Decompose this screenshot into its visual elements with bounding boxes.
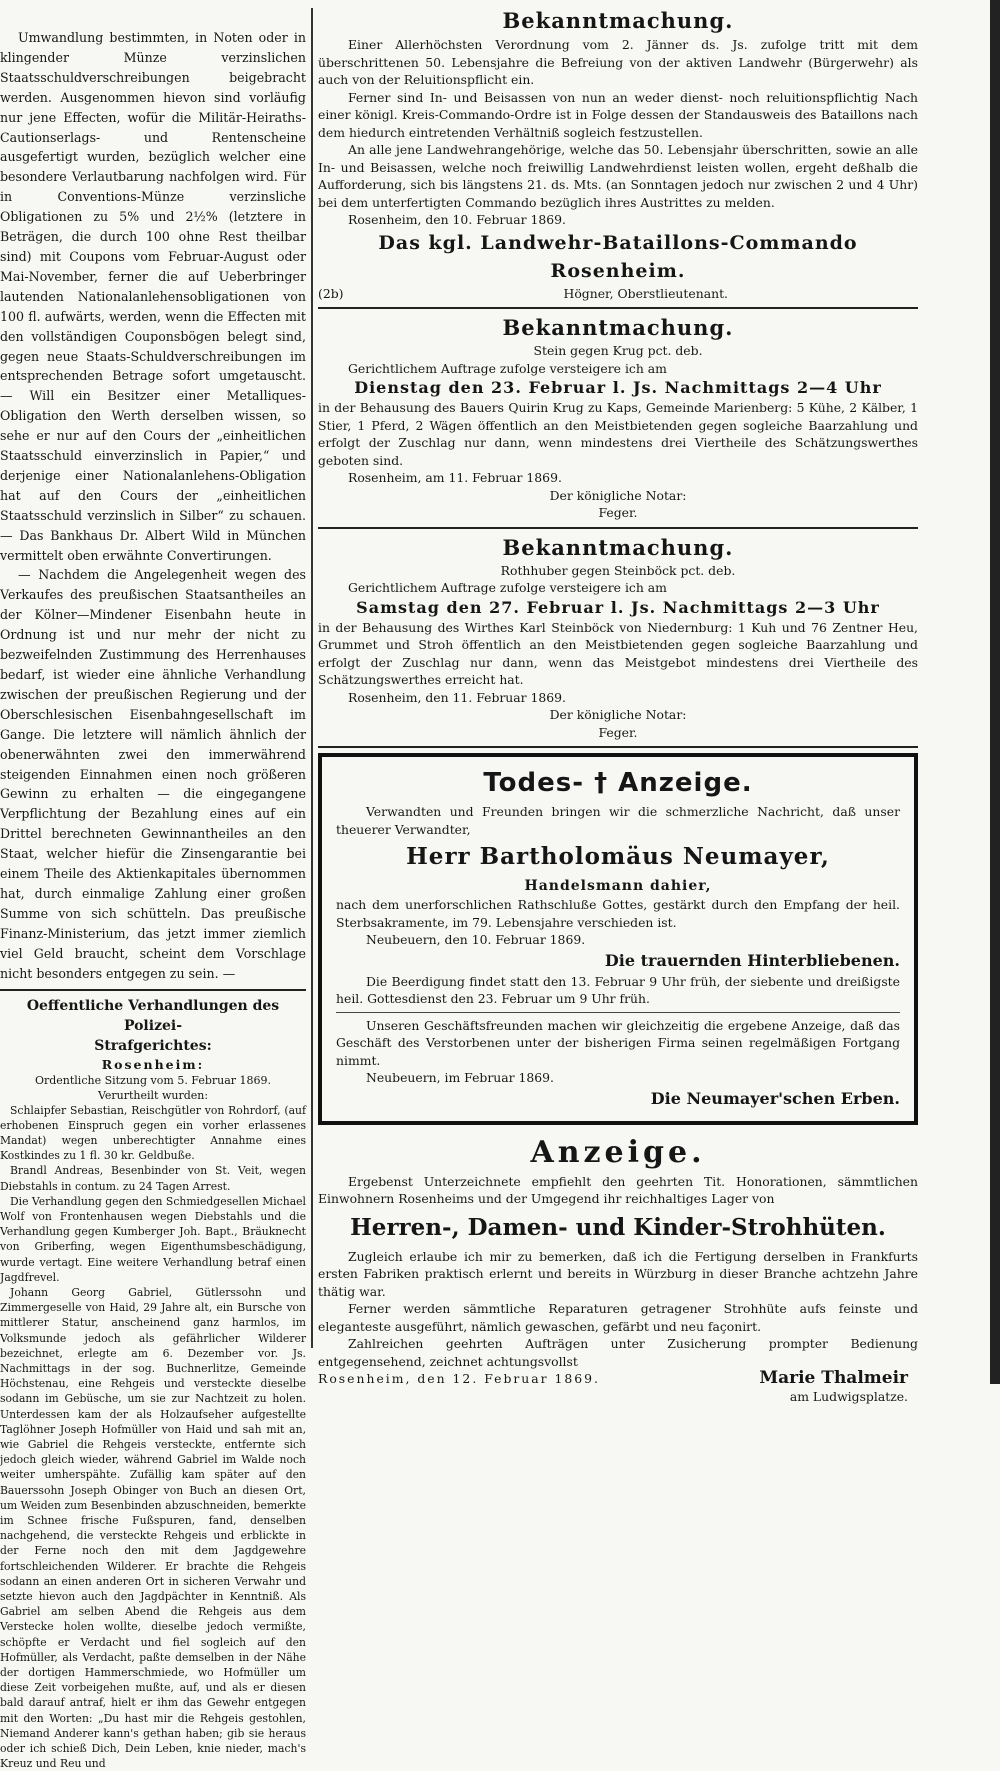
- notice-case: Stein gegen Krug pct. deb.: [318, 342, 918, 360]
- notary-name: Feger.: [318, 504, 918, 522]
- court-entry: Johann Georg Gabriel, Gütlerssohn und Zimmergeselle von Haid, 29 Jahre alt, ein Bursche von mittlerer Statur, anscheinend ganz harmlos, im Volksmunde jedoch als gefährlicher Wilderer bezeichnet, erlegte am 6. Dezember vor. Js. Nachmittags in der sog. Buchnerlitze, Gemeinde Höchstenau, eine Rehgeis und versteckte dieselbe sodann im Gebüsche, um sie zur Nachtzeit zu holen. Unterdessen kam der als Holzaufseher aufgestellte Taglöhner Joseph Hofmüller von Haid und sah mit an, wie Gabriel die Rehgeis versteckte, entfernte sich jedoch gleich wieder, während Gabriel im Walde noch weiter umherspähte. Zufällig kam später auf den Bauerssohn Joseph Obinger von Buch an diesen Ort, um Weiden zum Besenbinden abzuschneiden, bemerkte im Schnee frische Fußspuren, fand, denselben nachgehend, die versteckte Rehgeis und erblickte in der Ferne noch den mit dem Jagdgewehre fortschleichenden Wilderer. Er brachte die Rehgeis sodann an einen anderen Ort in sicheren Verwahr und setzte hievon auch den Jagdpächter in Kenntniß. Als Gabriel am selben Abend die Rehgeis aus dem Verstecke holen wollte, dieselbe jedoch vermißte, schöpfte er Verdacht und fiel sogleich auf den Hofmüller, als Verdacht, paßte demselben in der Nähe der dortigen Hammerschmiede, wo Hofmüller um diese Zeit vorbeigehen mußte, auf, und als er diesen bald darauf antraf, hielt er ihm das Gewehr entgegen mit den Worten: „Du hast mir die Rehgeis gestohlen, Niemand Anderer kann's gethan haben; gib sie heraus oder ich schieß Dich, Dein Leben, knie nieder, mach's Kreuz und Reu und: [0, 1285, 306, 1771]
- right-column: [318, 6, 918, 1405]
- ad-text: Zugleich erlaube ich mir zu bemerken, daß ich die Fertigung derselben in Frankfurts ersten Fabriken praktisch erlernt und bereits in Würzburg in dieser Branche achtzehn Jahre thätig war.: [318, 1248, 918, 1301]
- landwehr-notice: [318, 6, 918, 302]
- ad-text: Zahlreichen geehrten Aufträgen unter Zusicherung prompter Bedienung entgegensehend, zeichnet achtungsvollst: [318, 1335, 918, 1370]
- page-edge: [990, 0, 1000, 1384]
- notice-text: in der Behausung des Bauers Quirin Krug zu Kaps, Gemeinde Marienberg: 5 Kühe, 2 Kälber, 1 Stier, 1 Pferd, 2 Wägen öffentlich an den Meistbietenden gegen sogleiche Baarzahlung und erfolgt der Zuschlag nur dann, wenn mindestens drei Viertheile des Schätzungswerthes geboten sind.: [318, 399, 918, 469]
- notice-intro: Gerichtlichem Auftrage zufolge versteigere ich am: [318, 360, 918, 378]
- divider: [0, 989, 306, 991]
- notary-label: Der königliche Notar:: [318, 706, 918, 724]
- court-section: [0, 996, 306, 1771]
- notice-date: Rosenheim, den 10. Februar 1869.: [318, 211, 918, 229]
- column-rule: [311, 8, 313, 1348]
- funeral-info: Die Beerdigung findet statt den 13. Februar 9 Uhr früh, der siebente und dreißigste heil. Gottesdienst den 23. Februar um 9 Uhr früh.: [336, 973, 900, 1008]
- court-entries: [0, 1103, 306, 1771]
- divider: [318, 307, 918, 309]
- ad-title: Anzeige.: [318, 1133, 918, 1173]
- ad-text: Ferner werden sämmtliche Reparaturen getragener Strohhüte aufs feinste und eleganteste ausgeführt, nämlich gewaschen, gefärbt und neu façonirt.: [318, 1300, 918, 1335]
- notary-label: Der königliche Notar:: [318, 487, 918, 505]
- divider: [318, 527, 918, 529]
- notice-number: (2b): [318, 285, 343, 303]
- left-column: [0, 28, 306, 1771]
- death-notice: [318, 753, 918, 1125]
- divider: [318, 746, 918, 748]
- notice-date: Rosenheim, den 11. Februar 1869.: [318, 689, 918, 707]
- notary-name: Feger.: [318, 724, 918, 742]
- death-notice-text: nach dem unerforschlichen Rathschluße Gottes, gestärkt durch den Empfang der heil. Sterbsakramente, im 79. Lebensjahre verschieden ist.: [336, 896, 900, 931]
- death-notice-date2: Neubeuern, im Februar 1869.: [336, 1069, 900, 1087]
- court-entry: Brandl Andreas, Besenbinder von St. Veit, wegen Diebstahls in contum. zu 24 Tagen Arrest.: [0, 1163, 306, 1193]
- notice-title: Bekanntmachung.: [318, 6, 918, 36]
- auction-date: Samstag den 27. Februar l. Js. Nachmittags 2—3 Uhr: [318, 597, 918, 619]
- ad-signature: Marie Thalmeir: [759, 1370, 908, 1388]
- court-title-line2: Strafgerichtes:: [0, 1036, 306, 1056]
- notice-title: Bekanntmachung.: [318, 534, 918, 562]
- notice-text: Ferner sind In- und Beisassen von nun an weder dienst- noch reluitionspflichtig Nach einer königl. Kreis-Commando-Ordre ist in Folge dessen der Standausweis des Bataillons nach dem hiedurch eintretenden Verhältniß sogleich festzustellen.: [318, 89, 918, 142]
- auction-notice-1: [318, 314, 918, 522]
- strawhat-ad: [318, 1133, 918, 1406]
- notice-intro: Gerichtlichem Auftrage zufolge versteigere ich am: [318, 579, 918, 597]
- ad-intro: Ergebenst Unterzeichnete empfiehlt den geehrten Tit. Honorationen, sämmtlichen Einwohnern Rosenheims und der Umgegend ihr reichhaltiges Lager von: [318, 1173, 918, 1208]
- deceased-name: Herr Bartholomäus Neumayer,: [336, 838, 900, 876]
- deceased-occupation: Handelsmann dahier,: [336, 876, 900, 896]
- auction-date: Dienstag den 23. Februar l. Js. Nachmittags 2—4 Uhr: [318, 377, 918, 399]
- notice-case: Rothhuber gegen Steinböck pct. deb.: [318, 562, 918, 580]
- court-place: Rosenheim:: [0, 1056, 306, 1073]
- court-entry: Die Verhandlung gegen den Schmiedgesellen Michael Wolf von Frontenhausen wegen Diebstahls und die Verhandlung gegen Kumberger Joh. Bapt., Bräuknecht von Griberfing, wegen Eigenthumsbeschädigung, wurde vertagt. Eine weitere Verhandlung betraf einen Jagdfrevel.: [0, 1194, 306, 1285]
- notice-text: An alle jene Landwehrangehörige, welche das 50. Lebensjahr überschritten, sowie an alle In- und Beisassen, welche noch freiwillig Landwehrdienst leisten wollen, ergeht deßhalb die Aufforderung, sich bis längstens 21. ds. Mts. (an Sonntagen jedoch nur zwischen 2 und 4 Uhr) bei dem unterfertigten Commando bezüglich ihres Austrittes zu melden.: [318, 141, 918, 211]
- notice-text: Einer Allerhöchsten Verordnung vom 2. Jänner ds. Js. zufolge tritt mit dem überschrittenen 50. Lebensjahre die Befreiung von der aktiven Landwehr (Bürgerwehr) als auch von der Reluitionspflicht ein.: [318, 36, 918, 89]
- notice-text: in der Behausung des Wirthes Karl Steinböck von Niedernburg: 1 Kuh und 76 Zentner Heu, Grummet und Stroh öffentlich an den Meistbietenden gegen sogleiche Baarzahlung und erfolgt der Zuschlag nur dann, wenn das Meistgebot mindestens drei Viertheile des Schätzungswerthes erreicht hat.: [318, 619, 918, 689]
- heirs-signature: Die Neumayer'schen Erben.: [336, 1087, 900, 1111]
- ad-date: Rosenheim, den 12. Februar 1869.: [318, 1370, 600, 1388]
- ad-product: Herren-, Damen- und Kinder-Strohhüten.: [318, 1208, 918, 1248]
- article-paragraph: Umwandlung bestimmten, in Noten oder in klingender Münze verzinslichen Staatsschuldverschreibungen beigebracht werden. Ausgenommen hievon sind vorläufig nur jene Effecten, wofür die Militär-Heiraths-Cautionserlags- und Rentenscheine ausgefertigt wurden, bezüglich welcher eine besondere Verlautbarung nachfolgen wird. Für in Conventions-Münze verzinsliche Obligationen zu 5% und 2½% (letztere in Beträgen, die durch 100 ohne Rest theilbar sind) mit Coupons vom Februar-August oder Mai-November, ferner die auf Ueberbringer lautenden Nationalanlehensobligationen von 100 fl. aufwärts, werden, wenn die Effecten mit den vollständigen Couponsbögen belegt sind, gegen neue Staats-Schuldverschreibungen im entsprechenden Betrage sofort umgetauscht. — Will ein Besitzer einer Metalliques-Obligation den Werth derselben wissen, so sehe er nur auf den Cours der „einheitlichen Staatsschuld einverzinslich in Papier,“ und derjenige einer Nationalanlehens-Obligation hat auf den Cours der „einheitlichen Staatsschuld verzinslich in Silber“ zu schauen. — Das Bankhaus Dr. Albert Wild in München vermittelt oben erwähnte Convertirungen.: [0, 28, 306, 565]
- business-info: Unseren Geschäftsfreunden machen wir gleichzeitig die ergebene Anzeige, daß das Geschäft des Verstorbenen unter der bisherigen Firma seinen regelmäßigen Fortgang nimmt.: [336, 1017, 900, 1070]
- mourners-signature: Die trauernden Hinterbliebenen.: [336, 949, 900, 973]
- notice-officer: Högner, Oberstlieutenant.: [564, 285, 728, 303]
- ad-address: am Ludwigsplatze.: [318, 1388, 908, 1406]
- notice-date: Rosenheim, am 11. Februar 1869.: [318, 469, 918, 487]
- court-verdict-label: Verurtheilt wurden:: [0, 1088, 306, 1103]
- court-title: Oeffentliche Verhandlungen des Polizei-: [0, 996, 306, 1036]
- death-notice-date: Neubeuern, den 10. Februar 1869.: [336, 931, 900, 949]
- auction-notice-2: [318, 534, 918, 742]
- court-entry: Schlaipfer Sebastian, Reischgütler von Rohrdorf, (auf erhobenen Einspruch gegen ein vorher erlassenes Mandat) wegen unberechtigter Annahme eines Kostkindes zu 1 fl. 30 kr. Geldbuße.: [0, 1103, 306, 1164]
- article-paragraph: — Nachdem die Angelegenheit wegen des Verkaufes des preußischen Staatsantheiles an der Kölner—Mindener Eisenbahn heute in Ordnung ist und nur mehr der nicht zu bezweifelnden Zustimmung des Herrenhauses bedarf, ist wieder eine ähnliche Verhandlung zwischen der preußischen Regierung und der Oberschlesischen Eisenbahngesellschaft im Gange. Die letztere will nämlich ähnlich der obenerwähnten zwei den immerwährend steigenden Einnahmen einen noch größeren Gewinn zu erhalten — die eingegangene Verpflichtung der Bezahlung eines auf ein Drittel berechneten Gewinnantheiles an den Staat, welcher hiefür die Zinsengarantie bei einem Theile des Aktienkapitales übernommen hat, durch einmalige Zahlung einer großen Summe von sich schütteln. Das preußische Finanz-Ministerium, das jetzt immer ziemlich viel Geld braucht, scheint dem Vorschlage nicht besonders entgegen zu sein. —: [0, 565, 306, 983]
- death-notice-title: Todes- † Anzeige.: [336, 763, 900, 803]
- death-notice-intro: Verwandten und Freunden bringen wir die schmerzliche Nachricht, daß unser theuerer Verwandter,: [336, 803, 900, 838]
- court-session: Ordentliche Sitzung vom 5. Februar 1869.: [0, 1073, 306, 1088]
- divider: [336, 1012, 900, 1013]
- notice-signature: Das kgl. Landwehr-Bataillons-Commando Rosenheim.: [318, 229, 918, 285]
- notice-title: Bekanntmachung.: [318, 314, 918, 342]
